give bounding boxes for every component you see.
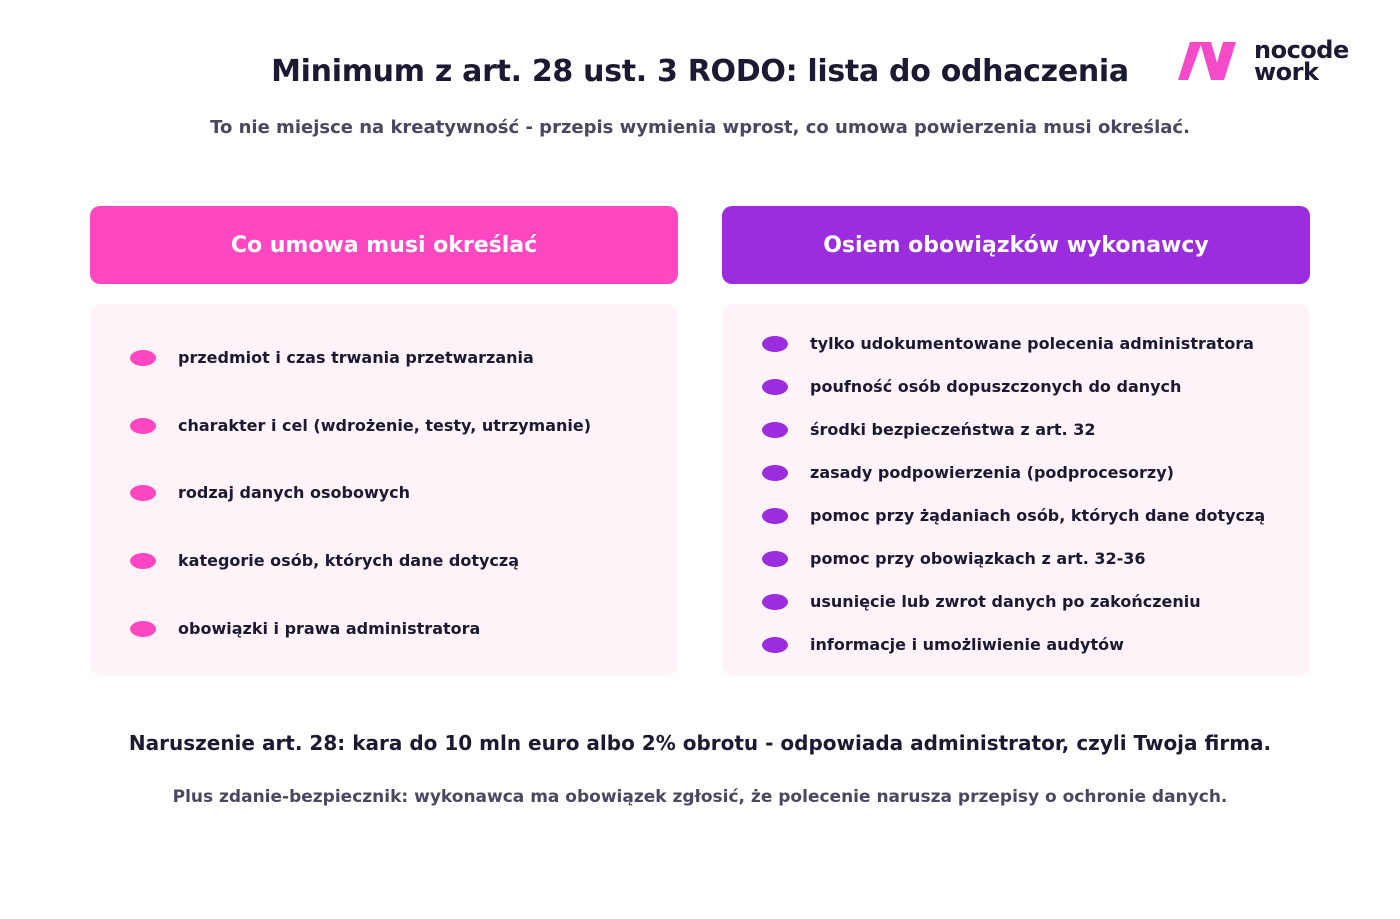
bullet-dot-icon (762, 422, 788, 438)
bullet-dot-icon (130, 621, 156, 637)
left-column-header: Co umowa musi określać (90, 206, 678, 284)
list-item (762, 334, 1254, 353)
list-item (762, 592, 1201, 611)
bullet-dot-icon (130, 485, 156, 501)
list-item (762, 506, 1265, 525)
list-item-label: środki bezpieczeństwa z art. 32 (810, 420, 1096, 439)
list-item (762, 549, 1146, 568)
list-item-label: charakter i cel (wdrożenie, testy, utrzymanie) (178, 416, 592, 435)
bullet-dot-icon (762, 336, 788, 352)
bullet-dot-icon (762, 594, 788, 610)
list-item-label: rodzaj danych osobowych (178, 483, 411, 502)
bullet-dot-icon (130, 553, 156, 569)
list-item-label: zasady podpowierzenia (podprocesorzy) (810, 463, 1174, 482)
bullet-dot-icon (130, 418, 156, 434)
left-checklist-panel (90, 304, 678, 676)
page-subtitle: To nie miejsce na kreatywność - przepis wymienia wprost, co umowa powierzenia musi określać. (210, 117, 1190, 138)
right-column-header: Osiem obowiązków wykonawcy (722, 206, 1310, 284)
bullet-dot-icon (762, 465, 788, 481)
list-item-label: przedmiot i czas trwania przetwarzania (178, 348, 534, 367)
list-item-label: pomoc przy obowiązkach z art. 32-36 (810, 549, 1146, 568)
list-item-label: kategorie osób, których dane dotyczą (178, 551, 520, 570)
list-item (130, 551, 519, 570)
list-item (762, 635, 1124, 654)
bullet-dot-icon (762, 508, 788, 524)
penalty-note: Naruszenie art. 28: kara do 10 mln euro albo 2% obrotu - odpowiada administrator, czyli Twoja firma. (128, 731, 1272, 755)
list-item-label: pomoc przy żądaniach osób, których dane dotyczą (810, 506, 1266, 525)
list-item (130, 483, 410, 502)
list-item-label: obowiązki i prawa administratora (178, 619, 481, 638)
bullet-dot-icon (762, 637, 788, 653)
list-item-label: usunięcie lub zwrot danych po zakończeniu (810, 592, 1201, 611)
list-item (762, 420, 1095, 439)
list-item (762, 377, 1181, 396)
safeguard-note: Plus zdanie-bezpiecznik: wykonawca ma obowiązek zgłosić, że polecenie narusza przepisy o ochronie danych. (172, 787, 1228, 807)
logo-text-line2: work (1254, 58, 1319, 86)
logo-text-line1: nocode (1254, 36, 1349, 64)
list-item (130, 619, 480, 638)
list-item (762, 463, 1174, 482)
list-item (130, 348, 534, 367)
right-checklist-panel (722, 304, 1310, 676)
list-item-label: informacje i umożliwienie audytów (810, 635, 1124, 654)
bullet-dot-icon (762, 551, 788, 567)
page-title: Minimum z art. 28 ust. 3 RODO: lista do odhaczenia (271, 54, 1129, 89)
bullet-dot-icon (762, 379, 788, 395)
list-item-label: poufność osób dopuszczonych do danych (810, 377, 1182, 396)
bullet-dot-icon (130, 350, 156, 366)
list-item-label: tylko udokumentowane polecenia administratora (810, 334, 1254, 353)
list-item (130, 416, 591, 435)
